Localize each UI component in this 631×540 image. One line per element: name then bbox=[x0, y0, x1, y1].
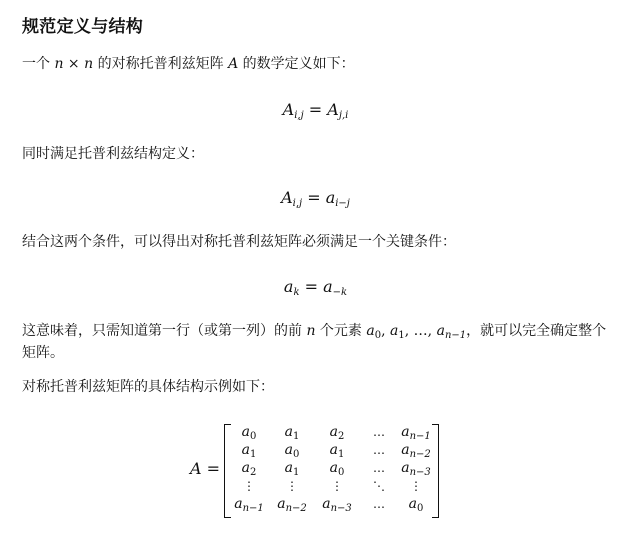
matrix-cell-symbol: a bbox=[241, 460, 250, 476]
matrix-cell-symbol: ⋮ bbox=[286, 479, 298, 493]
matrix-cell-symbol: a bbox=[241, 424, 250, 440]
eq3-op: = bbox=[299, 277, 324, 296]
matrix-cell-subscript: 0 bbox=[337, 467, 345, 478]
meaning-prefix: 这意味着，只需知道第一行（或第一列）的前 bbox=[22, 323, 307, 339]
matrix-cell-symbol: a bbox=[234, 496, 243, 512]
eq1-rhs-sub: j,i bbox=[338, 110, 349, 121]
matrix-cell bbox=[314, 495, 360, 513]
matrix-cell-subscript: n−2 bbox=[285, 503, 307, 514]
matrix-cell bbox=[360, 495, 398, 513]
eq1-lhs: A bbox=[282, 100, 295, 119]
eq3-lhs: a bbox=[283, 277, 294, 296]
matrix-cell-subscript: n−2 bbox=[409, 449, 431, 460]
matrix-cell bbox=[314, 423, 360, 441]
matrix-cell-subscript: 0 bbox=[292, 449, 300, 460]
meaning-a1: a bbox=[390, 323, 399, 339]
matrix-cell-symbol: a bbox=[401, 442, 410, 458]
matrix-cell-subscript: 0 bbox=[416, 503, 424, 514]
matrix-cell-symbol: ⋱ bbox=[373, 479, 385, 493]
matrix-cell bbox=[314, 477, 360, 495]
matrix-cell-symbol: ⋮ bbox=[243, 479, 255, 493]
matrix-cell bbox=[228, 459, 270, 477]
eq2-lhs: A bbox=[281, 188, 293, 207]
eq1-rhs: A bbox=[327, 100, 339, 119]
matrix-cell bbox=[314, 441, 360, 459]
matrix-cell bbox=[228, 441, 270, 459]
meaning-an-sub: n−1 bbox=[444, 330, 467, 341]
meaning-suffix: ，就可以完全确定整个矩阵。 bbox=[22, 323, 607, 361]
matrix-cell-symbol: a bbox=[284, 424, 293, 440]
matrix-cell-subscript: 0 bbox=[249, 431, 257, 442]
matrix-cell bbox=[314, 459, 360, 477]
eq2-rhs: a bbox=[325, 188, 336, 207]
matrix-cell bbox=[360, 477, 398, 495]
matrix-cell-symbol: a bbox=[284, 442, 293, 458]
equation-toeplitz bbox=[0, 186, 631, 210]
matrix-cell-symbol: a bbox=[401, 424, 410, 440]
equation-symmetric bbox=[0, 98, 631, 122]
matrix-cell-symbol: a bbox=[277, 496, 286, 512]
intro-suffix: 的数学定义如下： bbox=[238, 56, 355, 72]
matrix-cell bbox=[398, 441, 434, 459]
toeplitz-paragraph: 同时满足托普利兹结构定义： bbox=[22, 146, 204, 162]
example-paragraph: 对称托普利兹矩阵的具体结构示例如下： bbox=[22, 379, 274, 395]
matrix-cell-symbol: a bbox=[408, 496, 417, 512]
eq3-rhs: a bbox=[323, 277, 333, 296]
eq2-lhs-sub: i,j bbox=[292, 198, 303, 209]
eq2-rhs-sub: i−j bbox=[335, 198, 350, 209]
meaning-an: a bbox=[436, 323, 445, 339]
intro-paragraph bbox=[22, 53, 612, 75]
intro-n1: n bbox=[54, 56, 64, 72]
intro-times: × bbox=[63, 56, 85, 72]
matrix-cell bbox=[360, 459, 398, 477]
matrix-cell-subscript: n−3 bbox=[330, 503, 352, 514]
matrix-cell bbox=[228, 477, 270, 495]
matrix-cell bbox=[398, 423, 434, 441]
matrix-cell-symbol: ⋮ bbox=[331, 479, 343, 493]
matrix-cell-subscript: 2 bbox=[249, 467, 257, 478]
eq1-lhs-sub: i,j bbox=[294, 110, 304, 121]
matrix-cell-symbol: a bbox=[401, 460, 410, 476]
eq2-op: = bbox=[302, 188, 326, 207]
matrix-cell bbox=[398, 459, 434, 477]
matrix-lhs-symbol: A bbox=[190, 459, 202, 478]
intro-matrix-symbol: A bbox=[228, 56, 239, 72]
matrix-cell-subscript: 1 bbox=[292, 431, 300, 442]
meaning-middle: 个元素 bbox=[315, 323, 367, 339]
matrix-cell bbox=[398, 477, 434, 495]
matrix-cell-symbol: a bbox=[322, 496, 331, 512]
matrix-cell bbox=[228, 423, 270, 441]
intro-prefix: 一个 bbox=[22, 56, 55, 72]
matrix-lhs bbox=[190, 458, 220, 480]
matrix-cell-symbol: a bbox=[329, 460, 338, 476]
meaning-a1-sub: 1 bbox=[398, 330, 405, 341]
matrix-cell bbox=[270, 477, 314, 495]
matrix-cell-subscript: n−3 bbox=[409, 467, 431, 478]
eq1-op: = bbox=[303, 100, 328, 119]
matrix-cell bbox=[270, 459, 314, 477]
matrix-cell-symbol: … bbox=[373, 443, 385, 457]
intro-n2: n bbox=[84, 56, 94, 72]
matrix-cell-symbol: … bbox=[373, 461, 385, 475]
matrix-cell-symbol: a bbox=[241, 442, 250, 458]
matrix-grid bbox=[228, 423, 434, 513]
meaning-paragraph bbox=[22, 320, 612, 364]
meaning-a0-sub: 0 bbox=[374, 330, 382, 341]
matrix-cell-subscript: 1 bbox=[292, 467, 300, 478]
matrix-cell-symbol: a bbox=[329, 424, 338, 440]
intro-middle: 的对称托普利兹矩阵 bbox=[93, 56, 229, 72]
meaning-sep2: , …, bbox=[404, 323, 437, 339]
meaning-sep1: , bbox=[381, 323, 391, 339]
matrix-cell bbox=[270, 423, 314, 441]
combine-paragraph: 结合这两个条件，可以得出对称托普利兹矩阵必须满足一个关键条件： bbox=[22, 234, 456, 250]
matrix-cell-subscript: 2 bbox=[337, 431, 345, 442]
meaning-n: n bbox=[306, 323, 316, 339]
matrix-cell-subscript: n−1 bbox=[242, 503, 264, 514]
matrix-cell bbox=[360, 423, 398, 441]
section-title: 规范定义与结构 bbox=[22, 17, 144, 37]
matrix-cell-subscript: n−1 bbox=[409, 431, 431, 442]
eq3-lhs-sub: k bbox=[293, 287, 300, 298]
matrix-cell-subscript: 1 bbox=[249, 449, 257, 460]
eq3-rhs-sub: −k bbox=[332, 287, 348, 298]
matrix-cell-symbol: ⋮ bbox=[410, 479, 422, 493]
matrix-cell-symbol: a bbox=[284, 460, 293, 476]
matrix-cell-subscript: 1 bbox=[337, 449, 345, 460]
meaning-a0: a bbox=[366, 323, 375, 339]
matrix-cell-symbol: … bbox=[373, 497, 385, 511]
matrix-cell bbox=[398, 495, 434, 513]
matrix-cell-symbol: … bbox=[373, 425, 385, 439]
matrix-cell bbox=[360, 441, 398, 459]
matrix-example bbox=[188, 420, 448, 520]
equation-key-condition bbox=[0, 275, 631, 299]
matrix-cell bbox=[270, 441, 314, 459]
matrix-equals: = bbox=[201, 459, 221, 478]
matrix-cell-symbol: a bbox=[329, 442, 338, 458]
matrix-cell bbox=[270, 495, 314, 513]
matrix-cell bbox=[228, 495, 270, 513]
